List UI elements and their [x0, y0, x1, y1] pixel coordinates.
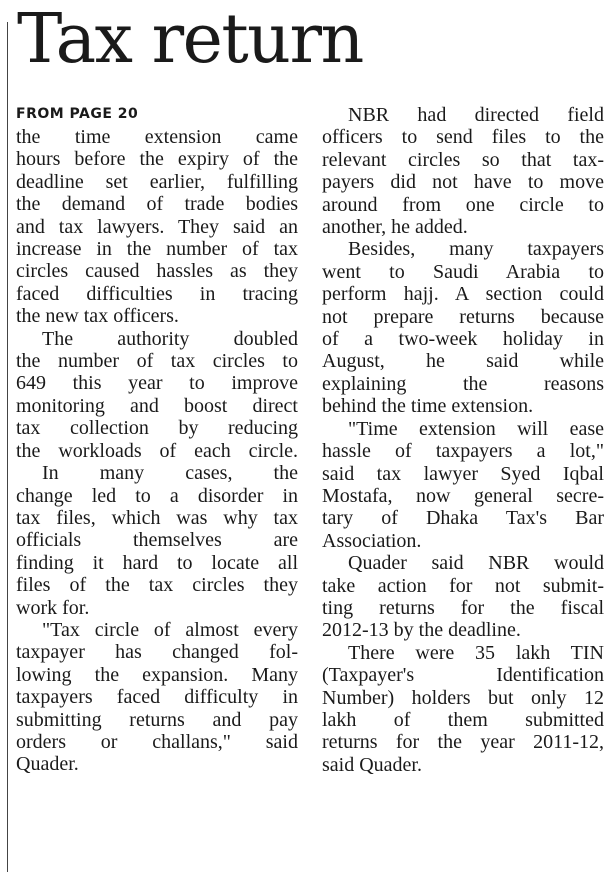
text-line: the demand of trade bodies [16, 193, 298, 216]
text-line: the new tax officers. [16, 305, 179, 328]
text-line: work for. [16, 596, 90, 619]
text-line: the time extension came [16, 126, 298, 148]
text-line: 649 this year to improve [16, 372, 298, 395]
text-line: behind the time extension. [322, 395, 534, 418]
text-line: perform hajj. A section could [322, 283, 604, 306]
text-line: Number) holders but only 12 [322, 686, 604, 709]
text-line: finding it hard to locate all [16, 551, 298, 574]
text-line: hassle of taxpayers a lot," [322, 440, 604, 463]
text-line: officers to send files to the [322, 126, 604, 149]
text-line: tary of Dhaka Tax's Bar [322, 507, 604, 530]
text-line: Quader. [16, 753, 79, 776]
text-line: There were 35 lakh TIN [348, 641, 604, 664]
text-line: another, he added. [322, 216, 468, 239]
text-line: officials themselves are [16, 529, 298, 552]
text-line: the workloads of each circle. [16, 439, 298, 462]
text-line: Mostafa, now general secre- [322, 484, 604, 507]
column-rule [7, 22, 8, 872]
text-line: not prepare returns because [322, 305, 604, 328]
text-line: Association. [322, 529, 422, 552]
text-line: monitoring and boost direct [16, 394, 298, 417]
text-line: payers did not have to move [322, 171, 604, 194]
text-line: ting returns for the fiscal [322, 596, 604, 619]
text-line: tax files, which was why tax [16, 506, 298, 529]
text-line: said Quader. [322, 753, 422, 776]
text-line: tax collection by reducing [16, 417, 298, 440]
text-line: taxpayers faced difficulty in [16, 686, 298, 709]
text-line: the number of tax circles to [16, 350, 298, 373]
article-column-right [322, 104, 604, 776]
text-line: 2012-13 by the deadline. [322, 619, 521, 642]
text-line: lowing the expansion. Many [16, 663, 298, 686]
article-column-left [16, 126, 298, 776]
text-line: around from one circle to [322, 193, 604, 216]
text-line: deadline set earlier, fulfilling [16, 170, 298, 193]
text-line: faced difficulties in tracing [16, 282, 298, 305]
text-line: taxpayer has changed fol- [16, 641, 298, 664]
text-line: went to Saudi Arabia to [322, 260, 604, 283]
text-line: returns for the year 2011-12, [322, 731, 604, 754]
text-line: take action for not submit- [322, 574, 604, 597]
text-line: said tax lawyer Syed Iqbal [322, 462, 604, 485]
text-line: files of the tax circles they [16, 574, 298, 597]
text-line: lakh of them submitted [322, 708, 604, 731]
text-line: Besides, many taxpayers [348, 238, 604, 261]
text-line: In many cases, the [42, 462, 298, 485]
text-line: increase in the number of tax [16, 238, 298, 261]
text-line: submitting returns and pay [16, 708, 298, 731]
text-line: of a two-week holiday in [322, 328, 604, 351]
text-line: and tax lawyers. They said an [16, 215, 298, 238]
text-line: relevant circles so that tax- [322, 148, 604, 171]
text-line: "Time extension will ease [348, 417, 604, 440]
text-line: "Tax circle of almost every [42, 618, 298, 641]
text-line: hours before the expiry of the [16, 148, 298, 171]
text-line: explaining the reasons [322, 372, 604, 395]
text-line: circles caused hassles as they [16, 260, 298, 283]
text-line: (Taxpayer's Identification [322, 664, 604, 687]
headline: Tax return [17, 0, 363, 79]
text-line: change led to a disorder in [16, 484, 298, 507]
continuation-label: FROM PAGE 20 [16, 106, 139, 122]
text-line: NBR had directed field [348, 104, 604, 126]
text-line: orders or challans," said [16, 730, 298, 753]
text-line: Quader said NBR would [348, 552, 604, 575]
text-line: The authority doubled [42, 327, 298, 350]
text-line: August, he said while [322, 350, 604, 373]
